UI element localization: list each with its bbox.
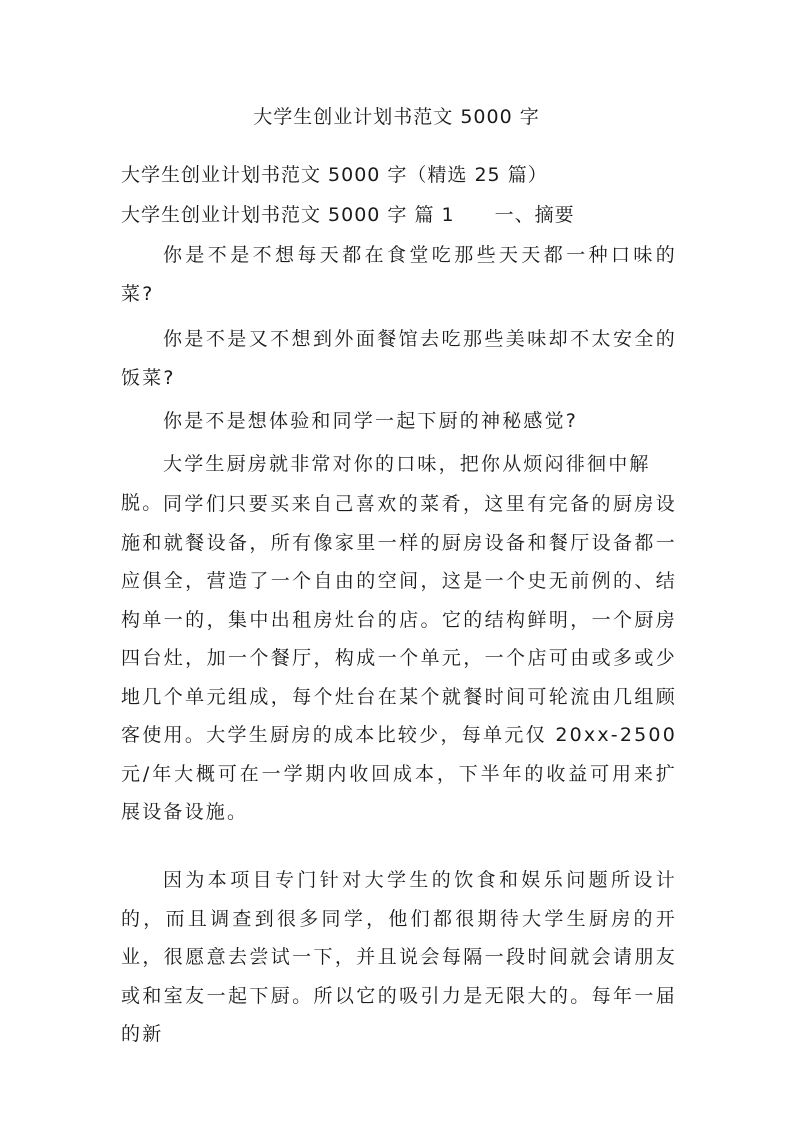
document-subtitle: 大学生创业计划书范文 5000 字（精选 25 篇） <box>121 164 548 186</box>
document-title: 大学生创业计划书范文 5000 字 <box>253 106 540 128</box>
paragraph-1: 你是不是不想每天都在食堂吃那些天天都一种口味的菜? <box>121 244 677 305</box>
paragraph-4: 大学生厨房就非常对你的口味，把你从烦闷徘徊中解脱。 <box>121 453 651 514</box>
paragraph-6: 因为本项目专门针对大学生的饮食和娱乐问题所设计的，而且调查到很多同学，他们都很期待大学生厨房的开业，很愿意去尝试一下，并且说会每隔一段时间就会请朋友或和室友一起下厨。所以它的吸引力是无限大的。每年一届的新 <box>121 869 677 1045</box>
section-heading: 大学生创业计划书范文 5000 字 篇 1 一、摘要 <box>121 204 575 226</box>
paragraph-2: 你是不是又不想到外面餐馆去吃那些美味却不太安全的饭菜? <box>121 328 677 389</box>
paragraph-3: 你是不是想体验和同学一起下厨的神秘感觉? <box>163 410 579 432</box>
paragraph-5: 同学们只要买来自己喜欢的菜肴，这里有完备的厨房设施和就餐设备，所有像家里一样的厨房设备和餐厅设备都一应俱全，营造了一个自由的空间，这是一个史无前例的、结构单一的，集中出租房灶台的店。它的结构鲜明，一个厨房四台灶，加一个餐厅，构成一个单元，一个店可由或多或少地几个单元组成，每个灶台在某个就餐时间可轮流由几组顾客使用。大学生厨房的成本比较少，每单元仅 20xx-2500 元/年大概可在一学期内收回成本，下半年的收益可用来扩展设备设施。 <box>121 493 677 823</box>
